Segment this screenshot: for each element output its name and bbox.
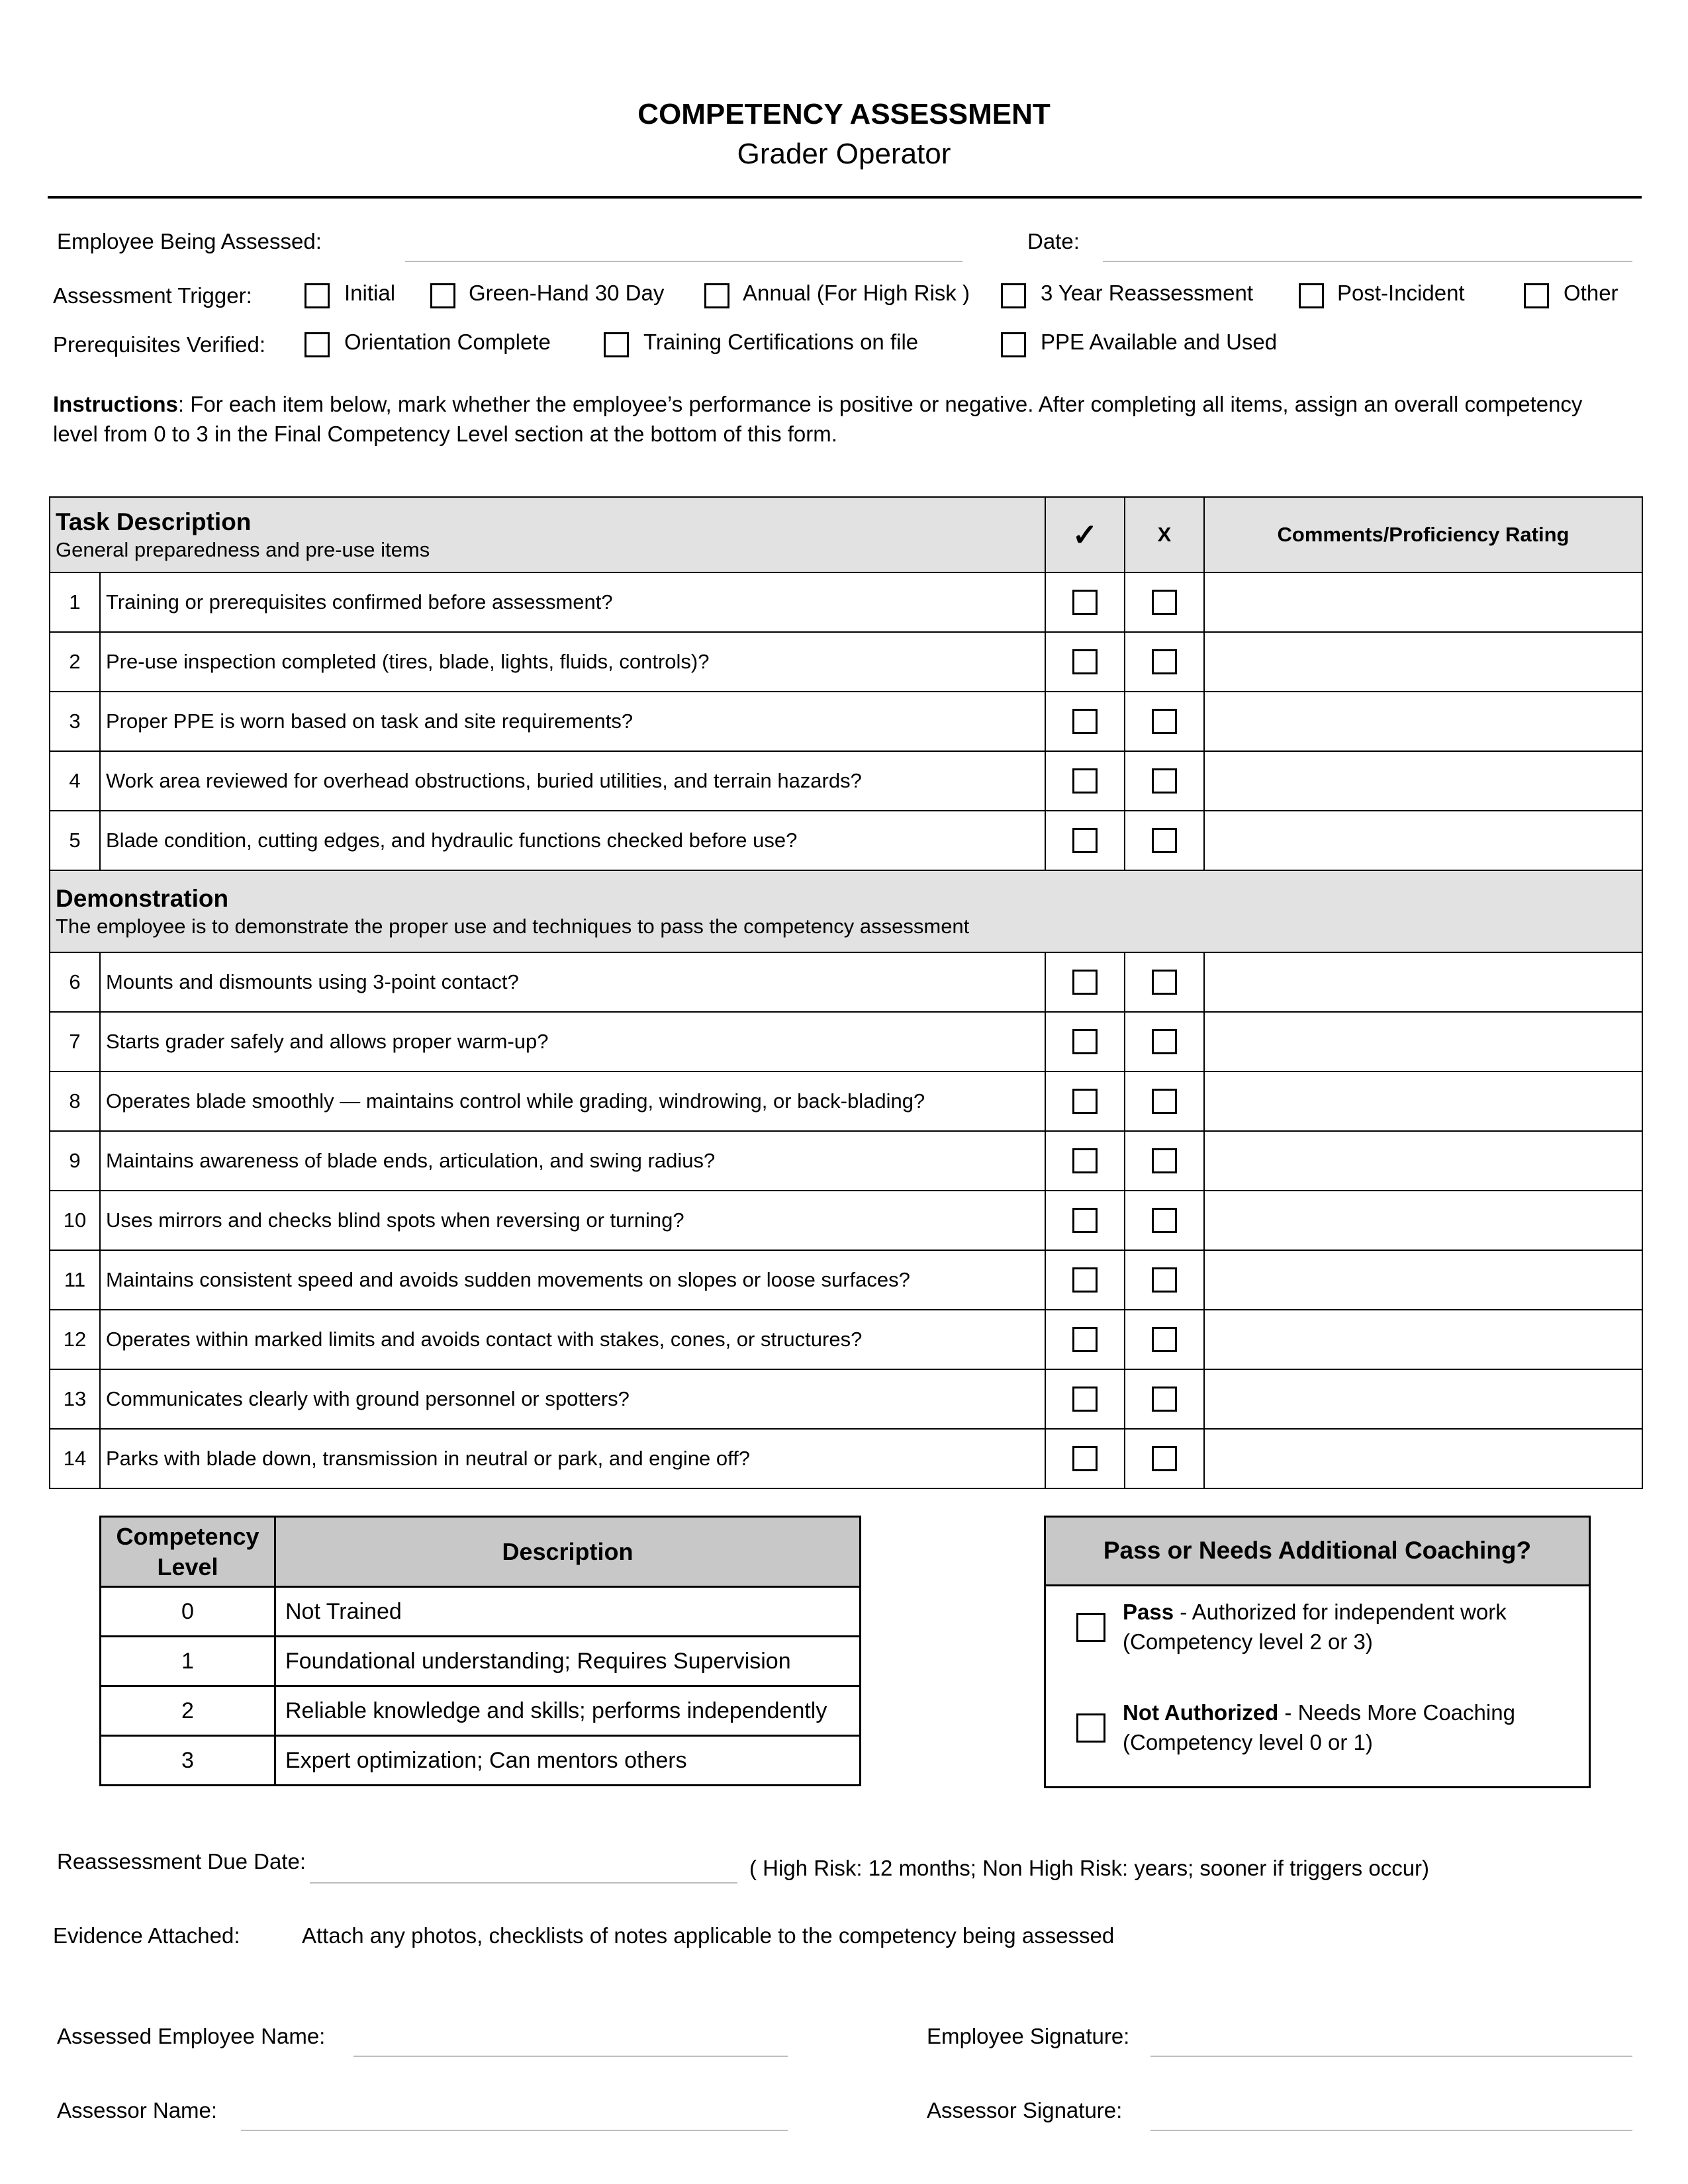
task-text: Pre-use inspection completed (tires, blade, lights, fluids, controls)? bbox=[100, 632, 1045, 692]
competency-level-description: Foundational understanding; Requires Supervision bbox=[275, 1637, 861, 1686]
prereq-orientation-label: Orientation Complete bbox=[344, 330, 551, 354]
positive-cell bbox=[1045, 751, 1125, 811]
comments-cell[interactable] bbox=[1204, 751, 1642, 811]
task-number: 6 bbox=[50, 952, 100, 1012]
task-number: 14 bbox=[50, 1429, 100, 1488]
not-authorized-bold: Not Authorized bbox=[1123, 1700, 1279, 1725]
positive-cell bbox=[1045, 572, 1125, 632]
trigger-label: Assessment Trigger: bbox=[53, 283, 252, 308]
assessed-name-label: Assessed Employee Name: bbox=[57, 2024, 326, 2048]
pass-option-sub: (Competency level 2 or 3) bbox=[1123, 1629, 1373, 1654]
task-row bbox=[50, 751, 1642, 811]
negative-checkbox[interactable] bbox=[1152, 1446, 1177, 1471]
positive-cell bbox=[1045, 1429, 1125, 1488]
trigger-greenhand-checkbox[interactable] bbox=[430, 283, 455, 308]
comments-cell[interactable] bbox=[1204, 952, 1642, 1012]
employee-field[interactable] bbox=[405, 261, 962, 262]
positive-checkbox[interactable] bbox=[1072, 1148, 1098, 1173]
comments-cell[interactable] bbox=[1204, 1131, 1642, 1191]
pass-box bbox=[1044, 1516, 1591, 1788]
employee-signature-field[interactable] bbox=[1150, 2056, 1632, 2057]
competency-level-value: 3 bbox=[101, 1736, 275, 1786]
comments-cell[interactable] bbox=[1204, 1071, 1642, 1131]
trigger-initial-checkbox[interactable] bbox=[305, 283, 330, 308]
trigger-initial-label: Initial bbox=[344, 281, 396, 305]
pass-option-bold: Pass bbox=[1123, 1600, 1174, 1624]
negative-checkbox[interactable] bbox=[1152, 1148, 1177, 1173]
instructions-bold: Instructions bbox=[53, 392, 178, 416]
positive-cell bbox=[1045, 1131, 1125, 1191]
positive-checkbox[interactable] bbox=[1072, 970, 1098, 995]
positive-cell bbox=[1045, 1012, 1125, 1071]
negative-checkbox[interactable] bbox=[1152, 970, 1177, 995]
negative-cell bbox=[1125, 952, 1204, 1012]
task-row bbox=[50, 952, 1642, 1012]
competency-level-value: 2 bbox=[101, 1686, 275, 1736]
positive-checkbox[interactable] bbox=[1072, 590, 1098, 615]
task-text: Operates within marked limits and avoids contact with stakes, cones, or structures? bbox=[100, 1310, 1045, 1369]
task-number: 3 bbox=[50, 692, 100, 751]
trigger-other-label: Other bbox=[1564, 281, 1618, 305]
trigger-annual-label: Annual (For High Risk ) bbox=[743, 281, 970, 305]
x-column-header: X bbox=[1125, 497, 1204, 572]
comments-cell[interactable] bbox=[1204, 572, 1642, 632]
competency-level-value: 1 bbox=[101, 1637, 275, 1686]
task-row bbox=[50, 692, 1642, 751]
prereq-training-checkbox[interactable] bbox=[604, 332, 629, 357]
assessment-table bbox=[49, 496, 1643, 1489]
assessor-name-label: Assessor Name: bbox=[57, 2098, 218, 2122]
positive-checkbox[interactable] bbox=[1072, 1446, 1098, 1471]
reassessment-label: Reassessment Due Date: bbox=[57, 1849, 306, 1874]
positive-cell bbox=[1045, 1250, 1125, 1310]
competency-level-header: Competency Level bbox=[101, 1517, 275, 1587]
negative-checkbox[interactable] bbox=[1152, 709, 1177, 734]
competency-level-row bbox=[101, 1637, 861, 1686]
task-number: 12 bbox=[50, 1310, 100, 1369]
task-number: 8 bbox=[50, 1071, 100, 1131]
prereq-ppe-label: PPE Available and Used bbox=[1041, 330, 1278, 354]
comments-cell[interactable] bbox=[1204, 1429, 1642, 1488]
comments-cell[interactable] bbox=[1204, 1012, 1642, 1071]
task-text: Proper PPE is worn based on task and site requirements? bbox=[100, 692, 1045, 751]
comments-column-header: Comments/Proficiency Rating bbox=[1204, 497, 1642, 572]
task-text: Mounts and dismounts using 3-point contact? bbox=[100, 952, 1045, 1012]
positive-checkbox[interactable] bbox=[1072, 1387, 1098, 1412]
comments-cell[interactable] bbox=[1204, 1191, 1642, 1250]
comments-cell[interactable] bbox=[1204, 1250, 1642, 1310]
task-row bbox=[50, 1369, 1642, 1429]
task-text: Uses mirrors and checks blind spots when reversing or turning? bbox=[100, 1191, 1045, 1250]
page-title: COMPETENCY ASSESSMENT bbox=[637, 98, 1051, 130]
negative-cell bbox=[1125, 811, 1204, 870]
check-column-header: ✓ bbox=[1045, 497, 1125, 572]
task-number: 9 bbox=[50, 1131, 100, 1191]
negative-cell bbox=[1125, 751, 1204, 811]
not-authorized-sub: (Competency level 0 or 1) bbox=[1123, 1730, 1373, 1754]
task-header-cell bbox=[50, 497, 1045, 572]
task-number: 7 bbox=[50, 1012, 100, 1071]
comments-cell[interactable] bbox=[1204, 811, 1642, 870]
task-number: 10 bbox=[50, 1191, 100, 1250]
negative-checkbox[interactable] bbox=[1152, 1327, 1177, 1352]
negative-cell bbox=[1125, 1429, 1204, 1488]
pass-option-text: - Authorized for independent work bbox=[1174, 1600, 1507, 1624]
task-row bbox=[50, 1429, 1642, 1488]
prereq-training-label: Training Certifications on file bbox=[643, 330, 919, 354]
prereq-orientation-checkbox[interactable] bbox=[305, 332, 330, 357]
negative-cell bbox=[1125, 632, 1204, 692]
task-row bbox=[50, 811, 1642, 870]
negative-checkbox[interactable] bbox=[1152, 649, 1177, 674]
instructions bbox=[53, 389, 1602, 449]
task-row bbox=[50, 1310, 1642, 1369]
employee-signature-label: Employee Signature: bbox=[927, 2024, 1130, 2048]
task-text: Training or prerequisites confirmed before assessment? bbox=[100, 572, 1045, 632]
pass-option bbox=[1123, 1597, 1507, 1657]
task-header: Task Description bbox=[56, 508, 252, 535]
negative-checkbox[interactable] bbox=[1152, 1029, 1177, 1054]
task-text: Blade condition, cutting edges, and hydraulic functions checked before use? bbox=[100, 811, 1045, 870]
negative-cell bbox=[1125, 1071, 1204, 1131]
negative-cell bbox=[1125, 1131, 1204, 1191]
task-row bbox=[50, 1191, 1642, 1250]
negative-checkbox[interactable] bbox=[1152, 1089, 1177, 1114]
competency-level-description: Expert optimization; Can mentors others bbox=[275, 1736, 861, 1786]
competency-description-header: Description bbox=[275, 1517, 861, 1587]
employee-label: Employee Being Assessed: bbox=[57, 229, 322, 253]
positive-checkbox[interactable] bbox=[1072, 709, 1098, 734]
pass-box-header: Pass or Needs Additional Coaching? bbox=[1046, 1518, 1589, 1586]
comments-cell[interactable] bbox=[1204, 1310, 1642, 1369]
task-text: Work area reviewed for overhead obstructions, buried utilities, and terrain hazards? bbox=[100, 751, 1045, 811]
assessor-name-field[interactable] bbox=[241, 2130, 788, 2131]
task-number: 4 bbox=[50, 751, 100, 811]
prereq-label: Prerequisites Verified: bbox=[53, 332, 265, 357]
not-authorized-text: - Needs More Coaching bbox=[1278, 1700, 1515, 1725]
task-text: Communicates clearly with ground personnel or spotters? bbox=[100, 1369, 1045, 1429]
positive-checkbox[interactable] bbox=[1072, 649, 1098, 674]
task-row bbox=[50, 1071, 1642, 1131]
task-text: Maintains consistent speed and avoids sudden movements on slopes or loose surfaces? bbox=[100, 1250, 1045, 1310]
pass-checkbox[interactable] bbox=[1076, 1613, 1105, 1642]
task-header-sub: General preparedness and pre-use items bbox=[56, 538, 430, 561]
comments-cell[interactable] bbox=[1204, 632, 1642, 692]
reassessment-date-field[interactable] bbox=[310, 1882, 737, 1884]
task-row bbox=[50, 1131, 1642, 1191]
trigger-postincident-label: Post-Incident bbox=[1337, 281, 1465, 305]
positive-checkbox[interactable] bbox=[1072, 1208, 1098, 1233]
task-row bbox=[50, 1012, 1642, 1071]
negative-cell bbox=[1125, 572, 1204, 632]
negative-checkbox[interactable] bbox=[1152, 828, 1177, 853]
task-number: 11 bbox=[50, 1250, 100, 1310]
positive-cell bbox=[1045, 632, 1125, 692]
task-number: 1 bbox=[50, 572, 100, 632]
competency-level-table bbox=[99, 1516, 861, 1786]
positive-cell bbox=[1045, 1310, 1125, 1369]
positive-checkbox[interactable] bbox=[1072, 1267, 1098, 1293]
trigger-3year-checkbox[interactable] bbox=[1001, 283, 1026, 308]
positive-checkbox[interactable] bbox=[1072, 1089, 1098, 1114]
evidence-text: Attach any photos, checklists of notes applicable to the competency being assessed bbox=[302, 1923, 1115, 1948]
negative-cell bbox=[1125, 1369, 1204, 1429]
negative-cell bbox=[1125, 1191, 1204, 1250]
demonstration-title: Demonstration bbox=[56, 885, 229, 912]
positive-cell bbox=[1045, 692, 1125, 751]
task-text: Starts grader safely and allows proper warm-up? bbox=[100, 1012, 1045, 1071]
trigger-annual-checkbox[interactable] bbox=[704, 283, 729, 308]
negative-checkbox[interactable] bbox=[1152, 1387, 1177, 1412]
competency-level-value: 0 bbox=[101, 1587, 275, 1637]
instructions-text: : For each item below, mark whether the employee’s performance is positive or negative. After completing all items, assign an overall competency level from 0 to 3 in the Final Competency Level section at the bottom of this form. bbox=[53, 392, 1583, 446]
negative-checkbox[interactable] bbox=[1152, 1267, 1177, 1293]
positive-checkbox[interactable] bbox=[1072, 1327, 1098, 1352]
task-row bbox=[50, 572, 1642, 632]
task-row bbox=[50, 632, 1642, 692]
negative-cell bbox=[1125, 692, 1204, 751]
reassessment-note: ( High Risk: 12 months; Non High Risk: years; sooner if triggers occur) bbox=[749, 1856, 1430, 1880]
negative-checkbox[interactable] bbox=[1152, 1208, 1177, 1233]
demonstration-sub: The employee is to demonstrate the proper use and techniques to pass the competency assessment bbox=[56, 915, 970, 938]
positive-cell bbox=[1045, 811, 1125, 870]
competency-level-row bbox=[101, 1587, 861, 1637]
task-text: Parks with blade down, transmission in neutral or park, and engine off? bbox=[100, 1429, 1045, 1488]
task-number: 5 bbox=[50, 811, 100, 870]
competency-level-row bbox=[101, 1686, 861, 1736]
evidence-label: Evidence Attached: bbox=[53, 1923, 240, 1948]
not-authorized-checkbox[interactable] bbox=[1076, 1713, 1105, 1743]
negative-cell bbox=[1125, 1310, 1204, 1369]
task-number: 13 bbox=[50, 1369, 100, 1429]
task-text: Operates blade smoothly — maintains control while grading, windrowing, or back-blading? bbox=[100, 1071, 1045, 1131]
header-divider bbox=[48, 196, 1642, 199]
negative-checkbox[interactable] bbox=[1152, 590, 1177, 615]
comments-cell[interactable] bbox=[1204, 692, 1642, 751]
negative-cell bbox=[1125, 1012, 1204, 1071]
trigger-postincident-checkbox[interactable] bbox=[1299, 283, 1324, 308]
assessor-signature-field[interactable] bbox=[1150, 2130, 1632, 2131]
task-row bbox=[50, 1250, 1642, 1310]
positive-checkbox[interactable] bbox=[1072, 1029, 1098, 1054]
prereq-ppe-checkbox[interactable] bbox=[1001, 332, 1026, 357]
competency-level-description: Not Trained bbox=[275, 1587, 861, 1637]
negative-cell bbox=[1125, 1250, 1204, 1310]
positive-cell bbox=[1045, 1071, 1125, 1131]
trigger-3year-label: 3 Year Reassessment bbox=[1041, 281, 1254, 305]
assessed-name-field[interactable] bbox=[353, 2056, 788, 2057]
assessor-signature-label: Assessor Signature: bbox=[927, 2098, 1123, 2122]
task-number: 2 bbox=[50, 632, 100, 692]
comments-cell[interactable] bbox=[1204, 1369, 1642, 1429]
positive-cell bbox=[1045, 1369, 1125, 1429]
competency-level-row bbox=[101, 1736, 861, 1786]
positive-checkbox[interactable] bbox=[1072, 828, 1098, 853]
trigger-other-checkbox[interactable] bbox=[1524, 283, 1549, 308]
task-text: Maintains awareness of blade ends, articulation, and swing radius? bbox=[100, 1131, 1045, 1191]
competency-level-description: Reliable knowledge and skills; performs independently bbox=[275, 1686, 861, 1736]
not-authorized-option bbox=[1123, 1698, 1515, 1757]
date-label: Date: bbox=[1027, 229, 1080, 253]
page-subtitle: Grader Operator bbox=[737, 138, 951, 170]
positive-cell bbox=[1045, 952, 1125, 1012]
trigger-greenhand-label: Green-Hand 30 Day bbox=[469, 281, 665, 305]
negative-checkbox[interactable] bbox=[1152, 768, 1177, 794]
positive-checkbox[interactable] bbox=[1072, 768, 1098, 794]
date-field[interactable] bbox=[1103, 261, 1632, 262]
demonstration-section-header bbox=[50, 870, 1642, 952]
positive-cell bbox=[1045, 1191, 1125, 1250]
